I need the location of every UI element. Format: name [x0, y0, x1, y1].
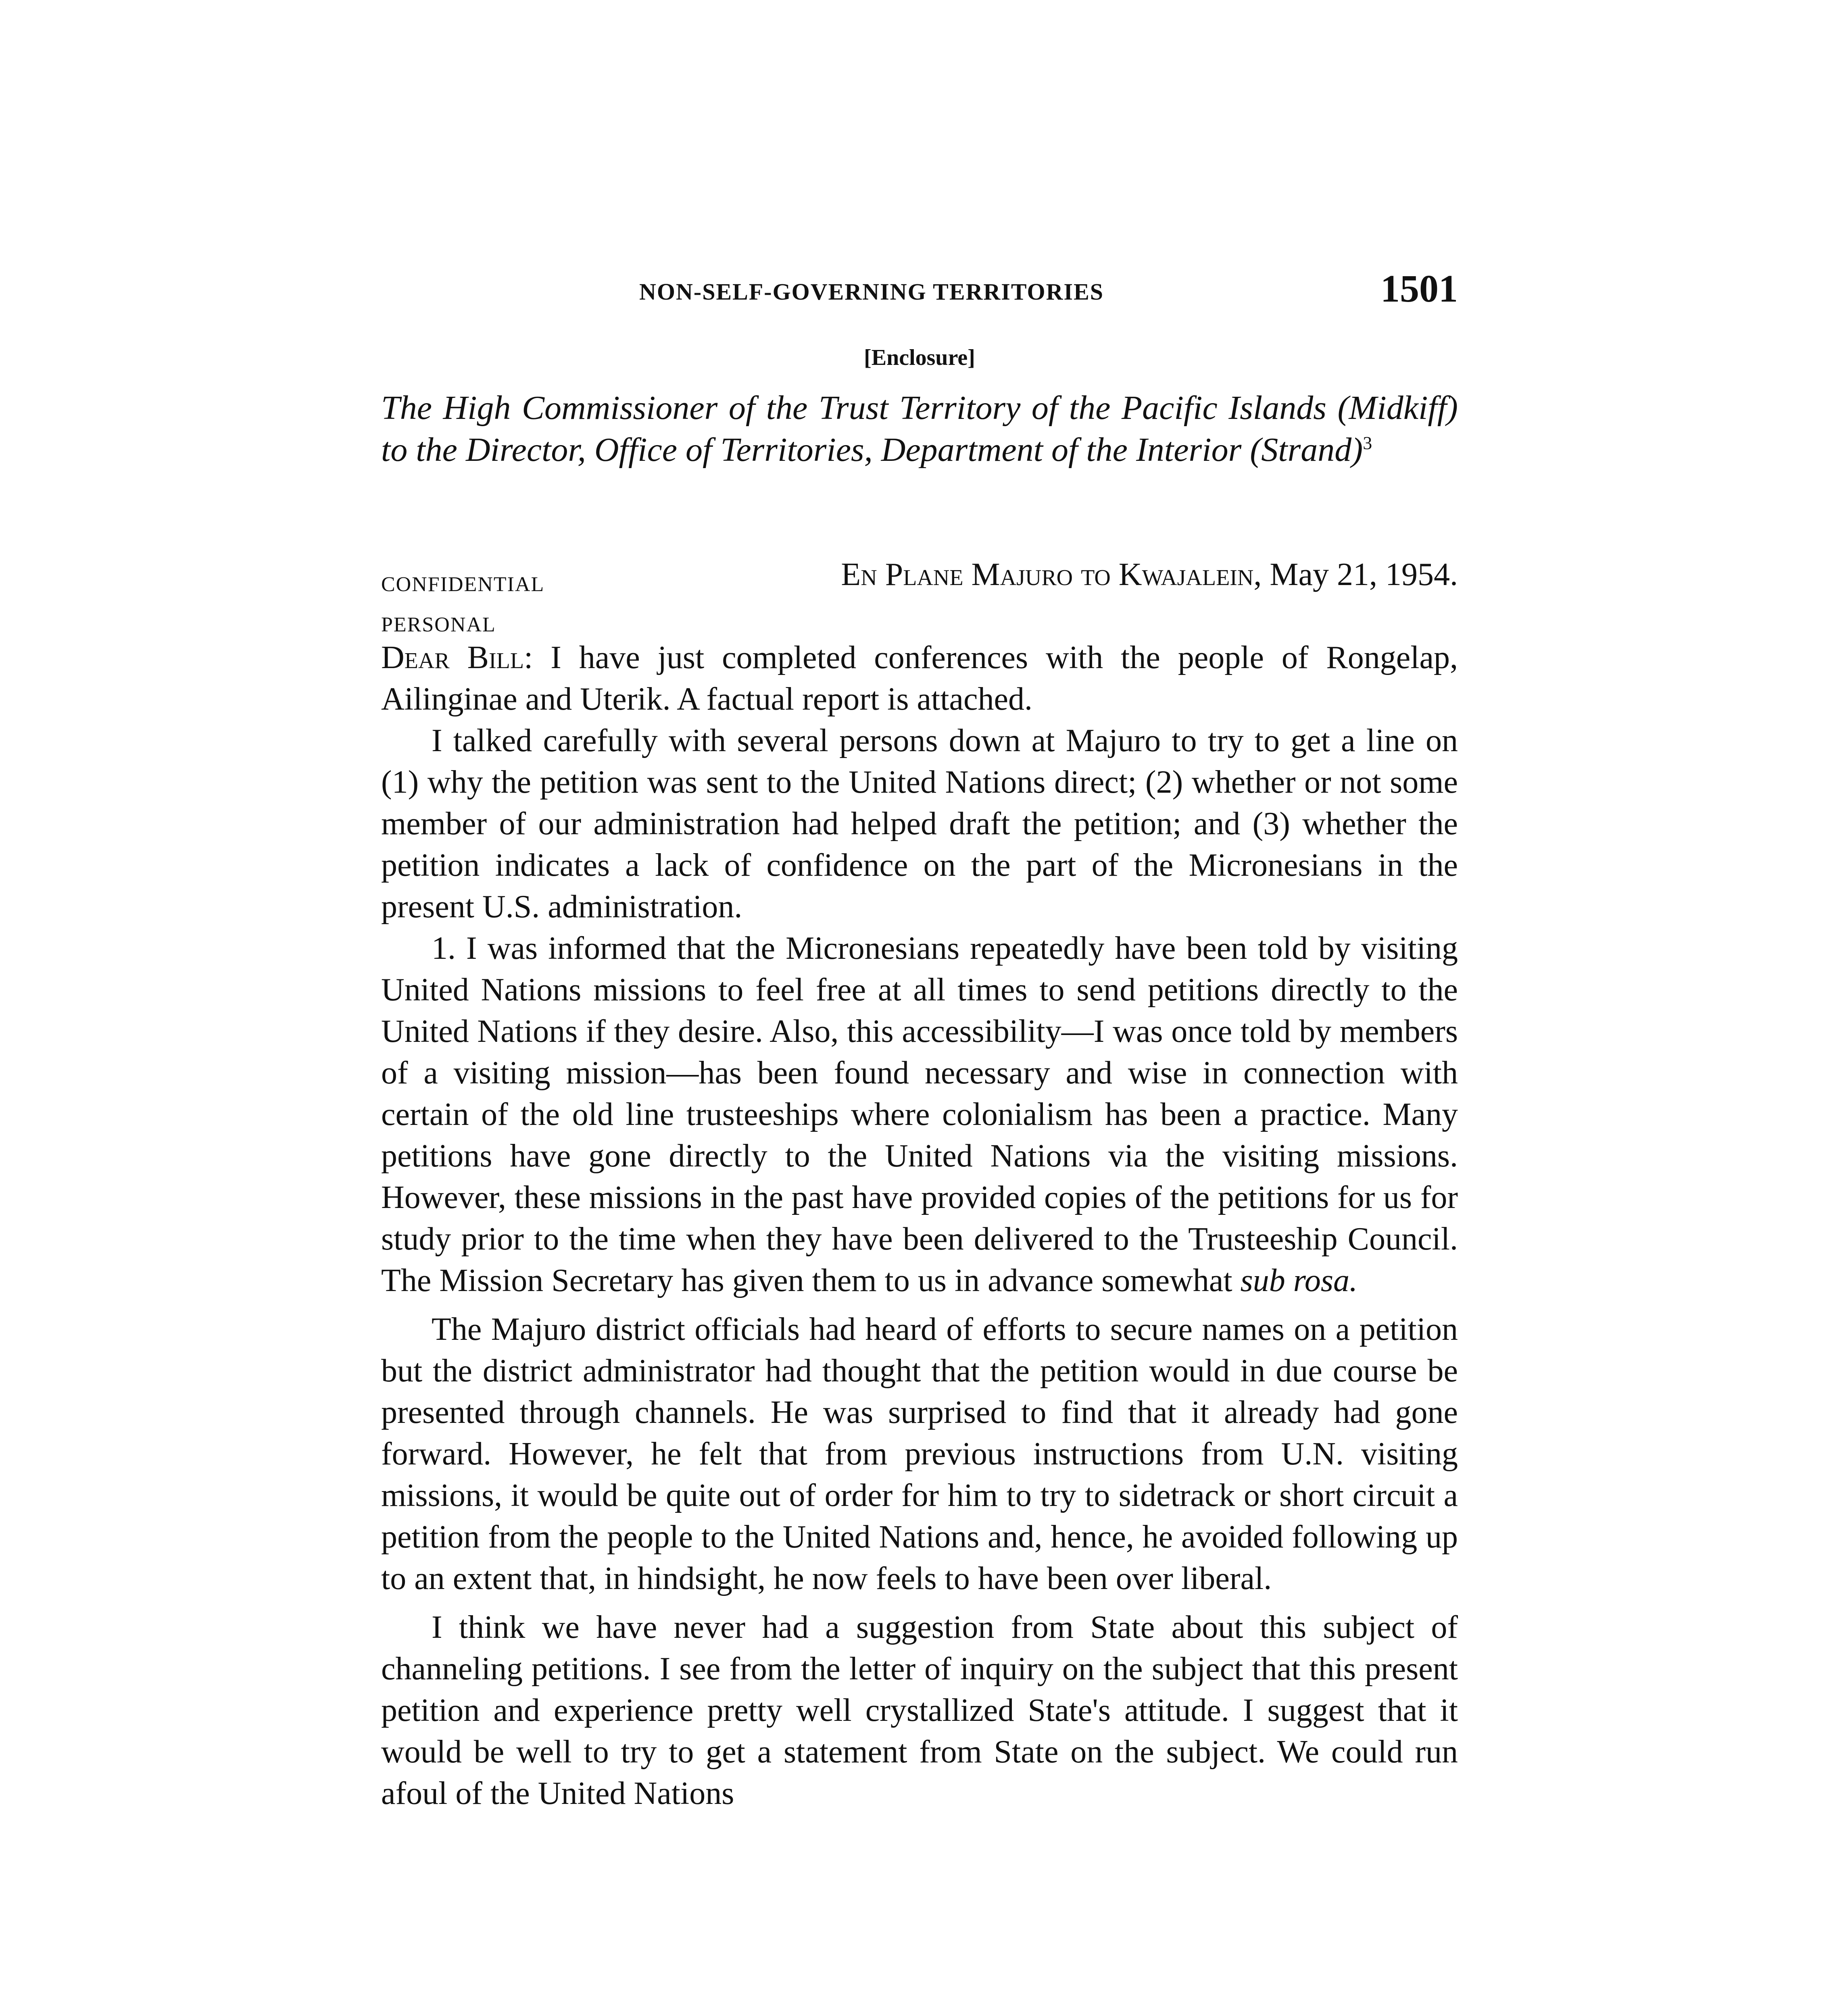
footnote-reference: 3: [1363, 433, 1372, 453]
dateline-date: May 21, 1954.: [1270, 557, 1458, 592]
classification-row: [381, 556, 1458, 645]
document-heading: [381, 387, 1458, 471]
paragraph-3: [381, 928, 1458, 1302]
dateline: [841, 556, 1458, 593]
paragraph-2: I talked carefully with several persons down at Majuro to try to get a line on (1) why the petition was sent to the United Nations direct; (2) whether or not some member of our administration had helped draft the petition; and (3) whether the petition indicates a lack of confidence on the part of the Micronesians in the present U.S. administration.: [381, 723, 1458, 925]
paragraph-3-italic: sub rosa.: [1240, 1263, 1358, 1298]
paragraph-1-text: I have just completed conferences with the people of Rongelap, Ailinginae and Uterik. A factual report is attached.: [381, 640, 1458, 717]
classification-personal: PERSONAL: [381, 613, 496, 636]
enclosure-label: [Enclosure]: [864, 345, 975, 370]
document-heading-text: The High Commissioner of the Trust Territory of the Pacific Islands (Midkiff) to the Director, Office of Territories, Department of the Interior (Strand): [381, 389, 1458, 469]
salutation: Dear Bill:: [381, 640, 533, 675]
paragraph-4: The Majuro district officials had heard of efforts to secure names on a petition but the district administrator had thought that the petition would in due course be presented through channels. He was surprised to find that it already had gone forward. However, he felt that from previous instructions from U.N. visiting missions, it would be quite out of order for him to try to sidetrack or short circuit a petition from the people to the United Nations and, hence, he avoided following up to an extent that, in hindsight, he now feels to have been over liberal.: [381, 1312, 1458, 1596]
page-number: 1501: [1380, 267, 1458, 310]
paragraph-5: I think we have never had a suggestion from State about this subject of channeling petitions. I see from the letter of inquiry on the subject that this present petition and experience pretty well crystallized State's attitude. I suggest that it would be well to try to get a statement from State on the subject. We could run afoul of the United Nations: [381, 1610, 1458, 1811]
letter-body: [381, 637, 1458, 1814]
dateline-place: En Plane Majuro to Kwajalein,: [841, 557, 1262, 592]
paragraph-3-text: 1. I was informed that the Micronesians repeatedly have been told by visiting United Nations missions to feel free at all times to send petitions directly to the United Nations if they desire. Also, this accessibility—I was once told by members of a visiting mission—has been found necessary and wise in connection with certain of the old line trusteeships where colonialism has been a practice. Many petitions have gone directly to the United Nations via the visiting missions. However, these missions in the past have provided copies of the petitions for us for study prior to the time when they have been delivered to the Trusteeship Council. The Mission Secretary has given them to us in advance somewhat: [381, 931, 1458, 1298]
running-head-title: NON-SELF-GOVERNING TERRITORIES: [639, 279, 1104, 305]
running-head: [381, 266, 1458, 310]
classification-confidential: CONFIDENTIAL: [381, 573, 545, 596]
paragraph-salutation: [381, 637, 1458, 720]
